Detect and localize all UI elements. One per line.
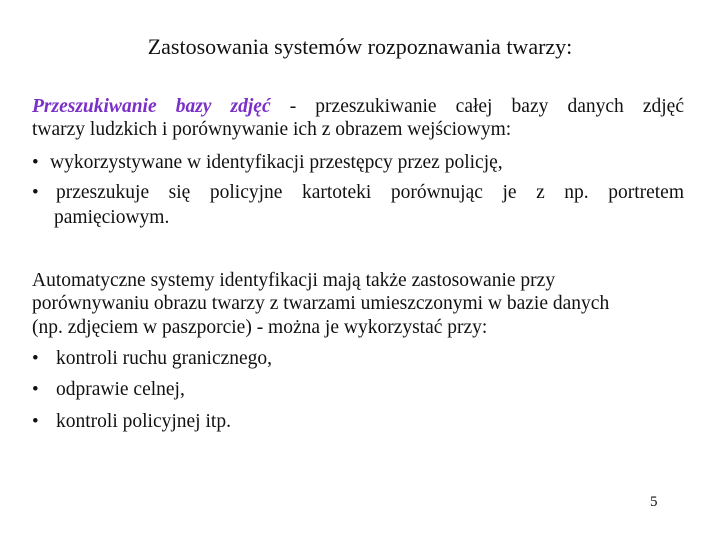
bullet-icon: •: [32, 348, 39, 369]
bullet-item: przeszukuje się policyjne kartoteki porównując je z np. portretem: [56, 182, 684, 203]
bullet-icon: •: [32, 379, 39, 400]
slide-title: Zastosowania systemów rozpoznawania twarzy:: [147, 34, 573, 59]
paragraph-line: [32, 96, 684, 118]
bullet-icon: •: [32, 152, 39, 173]
bullet-item: kontroli policyjnej itp.: [56, 411, 231, 432]
paragraph-line: porównywaniu obrazu twarzy z twarzami umieszczonymi w bazie danych: [32, 293, 610, 314]
bullet-icon: •: [32, 182, 39, 203]
text: - przeszukiwanie całej bazy danych zdjęć: [270, 96, 684, 117]
page-number: 5: [650, 494, 658, 510]
bullet-item: kontroli ruchu granicznego,: [56, 348, 273, 369]
paragraph-line: (np. zdjęciem w paszporcie) - można je wykorzystać przy:: [32, 317, 488, 338]
paragraph-line: twarzy ludzkich i porównywanie ich z obrazem wejściowym:: [32, 119, 512, 140]
bullet-item-cont: pamięciowym.: [54, 207, 170, 228]
bullet-item: wykorzystywane w identyfikacji przestępcy przez policję,: [50, 152, 503, 173]
paragraph-line: Automatyczne systemy identyfikacji mają także zastosowanie przy: [32, 270, 556, 291]
bullet-item: odprawie celnej,: [56, 379, 185, 400]
highlight-term: Przeszukiwanie bazy zdjęć: [32, 96, 271, 117]
bullet-icon: •: [32, 411, 39, 432]
